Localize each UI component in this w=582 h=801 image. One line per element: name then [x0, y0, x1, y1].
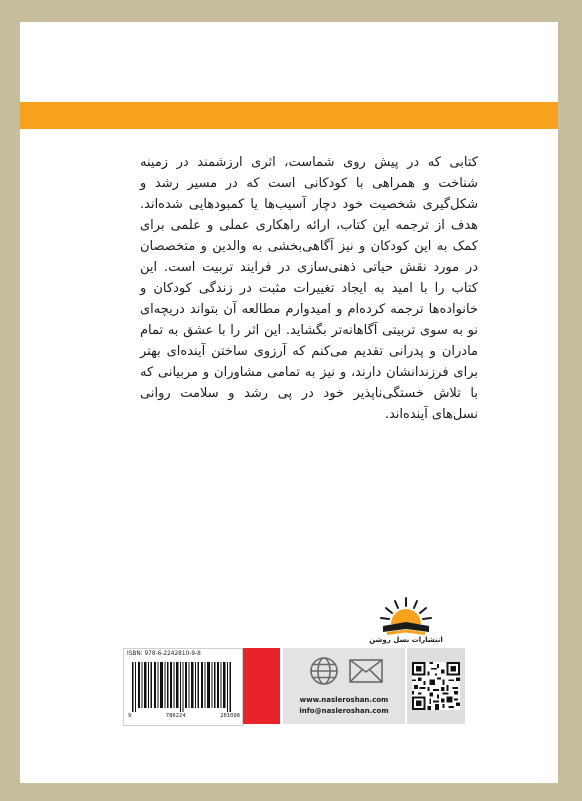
back-cover-footer	[123, 645, 465, 725]
barcode-digit-prefix: 9	[128, 713, 132, 719]
barcode-digit-right: 281098	[220, 713, 240, 719]
blurb-paragraph: کتابی که در پیش روی شماست، اثری ارزشمند در زمینه شناخت و همراهی با کودکانی است که در مسیر رشد و شکل‌گیری شخصیت خود دچار آسیب‌ها یا کمبودهایی شده‌اند. هدف از ترجمه این کتاب، ارائه راهکاری عملی و علمی برای کمک به این کودکان و نیز آگاهی‌بخشی به والدین و متخصصان در مورد نقش حیاتی ذهنی‌سازی در فرایند تربیت است. این کتاب را با امید به ایجاد تغییرات مثبت در زندگی کودکان و خانواده‌ها ترجمه کرده‌ام و امیدوارم مطالعه آن بتواند دریچه‌ای نو به سوی تربیتی آگاهانه‌تر بگشاید. این اثر را با عشق به تمام مادران و پدرانی تقدیم می‌کنم که آرزوی ساختن آینده‌ای بهتر برای فرزندانشان دارند، و نیز به تمامی مشاوران و مربیانی که با تلاش خستگی‌ناپذیر خود در پی رشد و سلامت روانی نسل‌های آینده‌اند.	[140, 155, 478, 422]
qr-code-icon	[412, 662, 460, 710]
accent-band	[20, 102, 558, 129]
barcode-bars	[132, 662, 234, 712]
red-color-block	[243, 648, 280, 724]
publisher-logo-icon	[375, 592, 437, 642]
publisher-name: انتشارات نسل روشن	[369, 636, 443, 644]
back-cover	[20, 22, 558, 783]
email-link[interactable]: info@nasleroshan.com	[299, 707, 389, 715]
isbn-label: ISBN: 978-6-2242810-9-8	[127, 651, 201, 657]
isbn-barcode	[123, 648, 243, 726]
back-cover-blurb	[140, 152, 478, 425]
globe-icon	[309, 656, 339, 686]
barcode-digits	[128, 713, 240, 719]
contact-panel	[283, 648, 405, 724]
barcode-digit-left: 786224	[165, 713, 186, 719]
mail-icon	[349, 659, 383, 683]
qr-panel	[407, 648, 465, 724]
website-link[interactable]: www.nasleroshan.com	[299, 696, 389, 704]
